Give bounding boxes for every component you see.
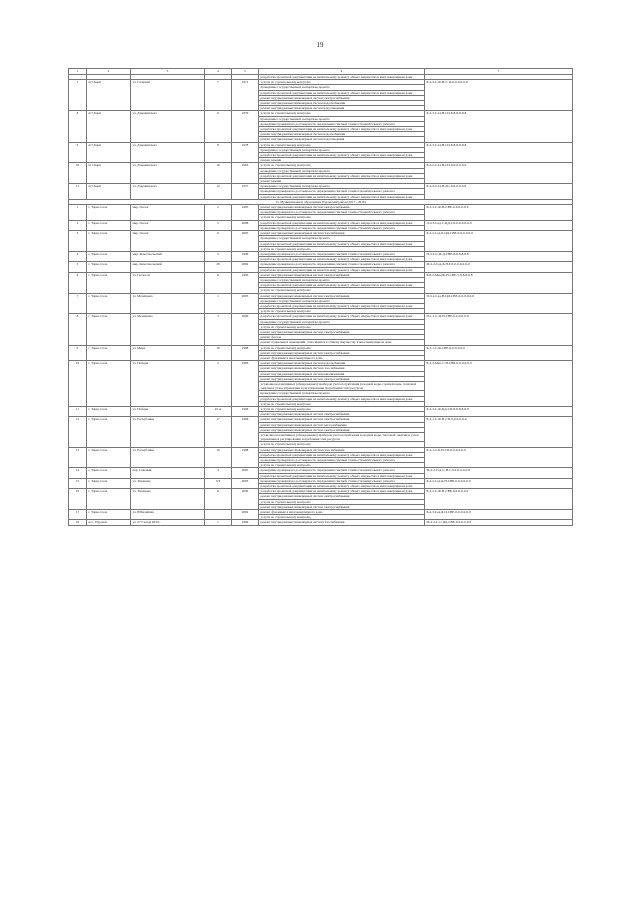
house-number-cell: 6 [205, 231, 232, 252]
work-type-cell: проведение государственной экспертизы проекта [259, 298, 425, 303]
work-type-cell: ремонт внутридомовых инженерных систем газоснабжения [259, 366, 425, 371]
work-type-cell: разработка проектной документации на капитальному ремонту общего имущества в многоквартирном доме [259, 241, 425, 246]
work-type-cell: ремонт внутридомовых инженерных систем газоснабжения [259, 447, 425, 452]
row-number: 11 [69, 407, 87, 417]
work-type-cell: ремонт фасада [259, 335, 425, 340]
row-number: 9 [69, 345, 87, 361]
work-type-cell: ремонт фундамента многоквартирного дома [259, 355, 425, 360]
settlement-cell: г. Тарко-Сале [87, 220, 131, 230]
work-type-cell: ремонт внутридомовых инженерных систем газоснабжения [259, 520, 425, 525]
table-row [69, 293, 573, 298]
house-number-cell [205, 510, 232, 520]
build-year-cell: 2005 [232, 293, 259, 314]
building-code-cell: Б-3-3-С-Ц-Н-СП-8-8-8-8-8-8 [425, 142, 573, 163]
row-number: 5 [69, 262, 87, 272]
work-type-cell: ремонт крыши [259, 158, 425, 163]
work-type-cell: проведение проверки на достоверность определения сметной стоимости капитального ремонта [259, 468, 425, 473]
house-number-cell: 11 [205, 489, 232, 510]
work-type-cell: разработка проектной документации на капитальному ремонту общего имущества в многоквартирном доме [259, 267, 425, 272]
street-cell: мкр. Комсомольский [131, 251, 205, 261]
work-type-cell: услуги по строительному контролю [259, 80, 425, 85]
building-code-cell: Б-3-2-С-Ф-Н-СВБ-0-0-0-0-0-0 [425, 489, 573, 510]
work-type-cell: услуги по строительному контролю [259, 324, 425, 329]
house-number-cell: 28 [205, 262, 232, 272]
work-type-cell: ремонт внутридомовых инженерных систем электроснабжения [259, 504, 425, 509]
work-type-cell: услуги по строительному контролю [259, 463, 425, 468]
row-number: 18 [69, 520, 87, 525]
row-number: 7 [69, 293, 87, 314]
build-year-cell: 1998 [232, 447, 259, 468]
header-cell: 4 [205, 69, 232, 75]
work-type-cell: ремонт внутридомовых инженерных систем водоснабжения [259, 101, 425, 106]
house-number-cell: 18 [205, 345, 232, 361]
building-code-cell: Л-4-3-Сед-С-ЦД-СЛ-0-0-0-0-0-0 [425, 220, 573, 230]
house-number-cell: 1 [205, 293, 232, 314]
row-number: 16 [69, 489, 87, 510]
work-type-cell: услуги по строительному контролю [259, 215, 425, 220]
building-code-cell: Б-8-2-МеоуФ-Н-СВЕ-5-8-8-8-8-8 [425, 272, 573, 293]
row-number: 3 [69, 231, 87, 252]
settlement-cell: г. Тарко-Сале [87, 293, 131, 314]
house-number-cell: 12 [205, 184, 232, 200]
row-number: 13 [69, 447, 87, 468]
work-type-cell: ремонт внутридомовых инженерных систем электроснабжения [259, 417, 425, 422]
work-type-cell: ремонт внутридомовых инженерных систем электроснабжения [259, 412, 425, 417]
work-type-cell: проведение государственной экспертизы проекта [259, 391, 425, 396]
building-code-cell: Б-3-2-Сед-Б-ЦД-СВЕ-0-0-0-0-0-0 [425, 231, 573, 252]
build-year-cell: 1993 [232, 272, 259, 293]
work-type-cell: ремонт фундамента многоквартирного дома [259, 510, 425, 515]
work-type-cell: проведение государственной экспертизы проекта [259, 184, 425, 189]
work-type-cell: ремонт внутридомовых инженерных систем водоснабжения [259, 132, 425, 137]
work-type-cell: ремонт внутридомовых инженерных систем газоснабжения [259, 231, 425, 236]
work-type-cell: проведение проверки на достоверность определения сметной стоимости капитального ремонта [259, 210, 425, 215]
building-code-cell: Б-3-3-Меп-С-Н-СВБ-0-0-0-0-0-0 [425, 361, 573, 407]
street-cell: ул. Победы [131, 407, 205, 417]
house-number-cell: 2 [205, 205, 232, 221]
settlement-cell: г. Тарко-Сале [87, 272, 131, 293]
header-cell: 3 [131, 69, 205, 75]
street-cell: ул. Республики [131, 447, 205, 468]
house-number-cell: 5 [205, 220, 232, 230]
table-row [69, 272, 573, 277]
work-type-cell: разработка проектной документации на капитальному ремонту общего имущества в многоквартирном доме [259, 396, 425, 401]
work-type-cell: ремонт внутридомовых инженерных систем электроснабжения [259, 95, 425, 100]
street-cell: ул. Дзержинского [131, 184, 205, 200]
work-type-cell: разработка проектной документации на капитальному ремонту общего имущества в многоквартирном доме [259, 473, 425, 478]
building-code-cell: Б-4-2-Сед-Б-Н-СВБ-0-0-0-0-0-0 [425, 478, 573, 488]
work-type-cell: ремонт внутридомовых инженерных систем электроснабжения [259, 494, 425, 499]
street-cell: мкр. Геолог [131, 231, 205, 252]
street-cell: ул. Мезенцева [131, 293, 205, 314]
building-code-cell: Б-3-3-С-Ф-ЦД-СП-8-8-8-8-8-8 [425, 407, 573, 417]
street-cell: пер. Cевеный [131, 468, 205, 478]
work-type-cell: проведение государственной экспертизы проекта [259, 319, 425, 324]
work-type-cell: разработка проектной документации на капитальному ремонту общего имущества в многоквартирном доме [259, 283, 425, 288]
street-cell: ул. 27 Съезда КПсС [131, 520, 205, 525]
work-type-cell: проведение государственной экспертизы проекта [259, 168, 425, 173]
table-row [69, 251, 573, 256]
building-code-cell: М-2-2-С-С-ЦД-СВЕ-0-0-0-0-0-0 [425, 520, 573, 525]
row-number: 7 [69, 80, 87, 111]
table-row [69, 205, 573, 210]
work-type-cell: услуги по строительному контролю [259, 401, 425, 406]
work-type-cell: услуги по строительному контролю [259, 515, 425, 520]
row-number: 11 [69, 184, 87, 200]
settlement-cell: пос. Пуровск [87, 520, 131, 525]
settlement-cell: г. Тарко-Сале [87, 510, 131, 520]
work-type-cell: ремонт внутридомовых инженерных систем водоотведения [259, 106, 425, 111]
row-number: 2 [69, 220, 87, 230]
work-type-cell: услуги по строительному контролю [259, 246, 425, 251]
street-cell: ул. Республики [131, 417, 205, 447]
street-cell: ул. Геологов [131, 272, 205, 293]
table-row [69, 184, 573, 189]
work-type-cell: ремонт внутридомовых инженерных систем электроснабжения [259, 329, 425, 334]
building-code-cell: Б-3-3-С-Ф-Н-СВЕ-0-0-0-0-0-0 [425, 205, 573, 221]
house-number-cell: 10 [205, 163, 232, 184]
page-number: 19 [316, 41, 324, 49]
house-number-cell: 3 [205, 314, 232, 345]
street-cell: ул. Мезенцева [131, 314, 205, 345]
build-year-cell: 2003 [232, 478, 259, 488]
work-type-cell: ремонт подвальных помещений, относящихся к общему имуществу в многоквартирном доме [259, 340, 425, 345]
header-cell: 2 [87, 69, 131, 75]
row-number: 6 [69, 272, 87, 293]
house-number-cell: 2 [205, 361, 232, 407]
building-code-cell: Б-3-3-С-Ц-Н-СП-8-8-8-8-8-8 [425, 111, 573, 142]
building-code-cell: Б-3-1-С-Ф-Н-СП-0-0-0-0-0-0 [425, 417, 573, 447]
row-number: 10 [69, 163, 87, 184]
header-cell: 6 [259, 69, 425, 75]
work-type-cell: ремонт внутридомовых инженерных систем канализования [259, 371, 425, 376]
build-year-cell: 2002 [232, 510, 259, 520]
building-code-cell: Б-3-3-С-Ф-Н-С-П-0-0-0-0-0-0 [425, 80, 573, 111]
build-year-cell: 1996 [232, 417, 259, 447]
work-type-cell: проведение проверки на достоверность определения сметной стоимости капитального ремонта [259, 225, 425, 230]
work-type-cell: проведение проверки на достоверность определения сметной стоимости капитального ремонта [259, 262, 425, 267]
build-year-cell: 1979 [232, 111, 259, 142]
building-code-cell: Б-3-1-С-Б-Н-СП-0-0-0-0-0-0 [425, 447, 573, 468]
work-type-cell: разработка проектной документации на капитальному ремонту общего имущества в многоквартирном доме [259, 489, 425, 494]
table-row [69, 262, 573, 267]
street-cell: мкр. Геолог [131, 205, 205, 221]
work-type-cell: проведение государственной экспертизы проекта [259, 147, 425, 152]
settlement-cell: пгт.Хари [87, 80, 131, 111]
street-cell: мкр. Геолог [131, 220, 205, 230]
build-year-cell: 2000 [232, 489, 259, 510]
build-year-cell: 1971 [232, 80, 259, 111]
table-row [69, 314, 573, 319]
street-cell: ул. Дзержинского [131, 111, 205, 142]
street-cell: ул. Юбилейная [131, 510, 205, 520]
street-cell: мкр. Комсомольский [131, 262, 205, 272]
building-code-cell: Б-2-2-С-Ц-Н-СП-0-0-0-0-0-0 [425, 163, 573, 184]
work-type-cell: ремонт внутридомовых инженерных систем электроснабжения [259, 293, 425, 298]
house-number-cell: 1 [205, 520, 232, 525]
house-number-cell: 3/3 [205, 478, 232, 488]
build-year-cell: 2000 [232, 314, 259, 345]
house-number-cell: 11 [205, 272, 232, 293]
work-type-cell: услуги по строительному контролю [259, 163, 425, 168]
table-row [69, 220, 573, 225]
build-year-cell: 1978 [232, 142, 259, 163]
street-cell: ул. Тиханова [131, 489, 205, 510]
row-number: 8 [69, 314, 87, 345]
house-number-cell: 19 [205, 447, 232, 468]
work-type-cell: разработка проектной документации на капитальному ремонту общего имущества в многоквартирном доме [259, 303, 425, 308]
header-cell: 7 [425, 69, 573, 75]
work-type-cell: разработка проектной документации на капитальному ремонту общего имущества в многоквартирном доме [259, 220, 425, 225]
build-year-cell: 1983 [232, 361, 259, 407]
build-year-cell: 2005 [232, 231, 259, 252]
build-year-cell: 1963 [232, 163, 259, 184]
work-type-cell: проведение государственной экспертизы проекта [259, 277, 425, 282]
work-type-cell: разработка проектной документации на капитальному ремонту общего имущества в многоквартирном доме [259, 90, 425, 95]
work-type-cell: установка коллективных (общедомовых) приборов учета потребления холодной воды, горячей воды, тепловой энергии и узлов управления и регулирования потребления этих ресурсов [259, 381, 425, 390]
settlement-cell: г. Тарко-Сале [87, 361, 131, 407]
settlement-cell: г. Тарко-Сале [87, 345, 131, 361]
settlement-cell: г. Тарко-Сале [87, 407, 131, 417]
work-type-cell: разработка проектной документации на капитальному ремонту общего имущества в многоквартирном доме [259, 194, 425, 199]
work-type-cell: услуги по строительному контролю [259, 407, 425, 412]
table-row [69, 489, 573, 494]
work-type-cell: проведение государственной экспертизы проекта [259, 236, 425, 241]
settlement-cell: пгт.Хари [87, 163, 131, 184]
building-code-cell: Б-4-3-Сед-Б-Ц-СВЕ-0-0-0-0-0-0 [425, 510, 573, 520]
row-number: 9 [69, 142, 87, 163]
work-type-cell: ремонт внутридомовых инженерных систем теплоснабжения [259, 422, 425, 427]
street-cell: ул. Победы [131, 361, 205, 407]
settlement-cell: г. Тарко-Сале [87, 262, 131, 272]
settlement-cell: пгт.Хари [87, 142, 131, 163]
housing-repair-table [68, 68, 573, 526]
work-type-cell: ремонт внутридомовых инженерных систем электроснабжения [259, 376, 425, 381]
table-row [69, 417, 573, 422]
row-number: 17 [69, 510, 87, 520]
work-type-cell: проведение проверки на достоверность определения сметной стоимости капитального ремонта [259, 458, 425, 463]
house-number-cell: 17 [205, 417, 232, 447]
work-type-cell: проведение проверки на достоверность определения сметной стоимости капитального ремонта [259, 478, 425, 483]
work-type-cell: установка коллективных (общедомовых) приборов учета потребления холодной воды, тепловой энергии и узлов управления и регулирования потребления этих ресурсов [259, 433, 425, 442]
work-type-cell: разработка проектной документации на капитальному ремонту общего имущества в многоквартирном доме [259, 75, 425, 80]
house-number-cell: 8 [205, 142, 232, 163]
work-type-cell: ремонт внутридомовых инженерных систем электроснабжения [259, 272, 425, 277]
house-number-cell: 22 А [205, 407, 232, 417]
building-code-cell: М-2-2-Сед-С-Н-СЛ-0-0-0-0-0-0 [425, 468, 573, 478]
work-type-cell: проведение проверки на достоверность определения сметной стоимости капитального ремонта [259, 251, 425, 256]
table-row [69, 520, 573, 525]
build-year-cell: 1998 [232, 345, 259, 361]
work-type-cell: услуги по строительному контролю [259, 142, 425, 147]
settlement-cell: г. Тарко-Сале [87, 468, 131, 478]
work-type-cell: разработка проектной документации на капитальному ремонту общего имущества в многоквартирном доме [259, 127, 425, 132]
work-type-cell: услуги по строительному контролю [259, 288, 425, 293]
header-cell: 5 [232, 69, 259, 75]
house-number-cell: 6 [205, 111, 232, 142]
row-number: 14 [69, 468, 87, 478]
table-row [69, 361, 573, 366]
table-row [69, 231, 573, 236]
build-year-cell: 2005 [232, 468, 259, 478]
settlement-cell: пгт.Хари [87, 184, 131, 200]
settlement-cell: г. Тарко-Сале [87, 478, 131, 488]
building-code-cell: М-2-2-Сед-Б-Н-СЛ-0-0-0-0-0-0 [425, 262, 573, 272]
settlement-cell: г. Тарко-Сале [87, 447, 131, 468]
street-cell: ул. Мира [131, 345, 205, 361]
row-number: 10 [69, 361, 87, 407]
settlement-cell: г. Тарко-Сале [87, 231, 131, 252]
house-number-cell: 7 [205, 80, 232, 111]
build-year-cell: 1966 [232, 520, 259, 525]
settlement-cell: г. Тарко-Сале [87, 251, 131, 261]
build-year-cell: 1995 [232, 205, 259, 221]
build-year-cell: 1975 [232, 184, 259, 200]
work-type-cell: разработка проектной документации на капитальному ремонту общего имущества в многоквартирном доме [259, 257, 425, 262]
work-type-cell: услуги по строительному контролю [259, 111, 425, 116]
building-code-cell: П-1-1-С-Ц-Н-СВЕ-0-0-0-0-0-0 [425, 314, 573, 345]
work-type-cell: проведение государственной экспертизы проекта [259, 116, 425, 121]
house-number-cell: 5 [205, 251, 232, 261]
work-type-cell: проведение проверки на достоверность определения сметной стоимости капитального ремонта [259, 189, 425, 194]
work-type-cell: проведение проверки на достоверность определения сметной стоимости капитального ремонта [259, 121, 425, 126]
work-type-cell: разработка проектной документации на капитальному ремонту общего имущества в многоквартирном доме [259, 153, 425, 158]
work-type-cell: разработка проектной документации на капитальному ремонту общего имущества в многоквартирном доме [259, 452, 425, 457]
work-type-cell: ремонт внутридомовых инженерных систем водоотведения [259, 137, 425, 142]
section-title: 15. Муниципальное образование Пуровский район (2017 - 2019) [69, 199, 573, 204]
house-number-cell: 4 [205, 468, 232, 478]
build-year-cell: 1996 [232, 407, 259, 417]
work-type-cell: разработка проектной документации на капитальному ремонту общего имущества в многоквартирном доме [259, 314, 425, 319]
building-code-cell: П-3-2-Сед-Н-ЦД-СВЕ-0-0-0-0-0-0 [425, 293, 573, 314]
table-row [69, 468, 573, 473]
street-cell: ул. Дзержинского [131, 163, 205, 184]
building-code-cell: П-3-2-С-Ф-Д-СВЕ-8-8-8-8-8-8 [425, 251, 573, 261]
street-cell: ул. Гагарина [131, 80, 205, 111]
work-type-cell: разработка проектной документации на капитальному ремонту общего имущества в многоквартирном доме [259, 173, 425, 178]
row-number: 12 [69, 417, 87, 447]
work-type-cell: ремонт внутридомовых инженерных систем электроснабжения [259, 427, 425, 432]
settlement-cell: г. Тарко-Сале [87, 417, 131, 447]
header-cell: 1 [69, 69, 87, 75]
work-type-cell: услуги по строительному контролю [259, 309, 425, 314]
settlement-cell: г. Тарко-Сале [87, 314, 131, 345]
street-cell: ул. Дзержинского [131, 142, 205, 163]
build-year-cell: 1999 [232, 251, 259, 261]
work-type-cell: ремонт крыши [259, 179, 425, 184]
row-number: 4 [69, 251, 87, 261]
work-type-cell: услуги по строительному контролю [259, 442, 425, 447]
work-type-cell: услуги по строительному контролю [259, 345, 425, 350]
settlement-cell: пгт.Хари [87, 111, 131, 142]
work-type-cell: ремонт внутридомовых инженерных систем электроснабжения [259, 350, 425, 355]
work-type-cell: разработка проектной документации на капитальному ремонту общего имущества в многоквартирном доме [259, 484, 425, 489]
building-code-cell: Б-3-4-С-Ц-Н-ДС-0-0-0-0-0-0 [425, 184, 573, 200]
table-row [69, 510, 573, 515]
work-type-cell: проведение государственной экспертизы проекта [259, 85, 425, 90]
settlement-cell: г. Тарко-Сале [87, 205, 131, 221]
row-number: 1 [69, 205, 87, 221]
settlement-cell: г. Тарко-Сале [87, 489, 131, 510]
work-type-cell: услуги по строительному контролю [259, 499, 425, 504]
table-row [69, 478, 573, 483]
street-cell: ул. Тиханова [131, 478, 205, 488]
build-year-cell: 2002 [232, 262, 259, 272]
table-row [69, 447, 573, 452]
row-number: 8 [69, 111, 87, 142]
row-number: 15 [69, 478, 87, 488]
building-code-cell: Б-3-1-С-Ф-СВЕ-0-0-0-0-0-0 [425, 345, 573, 361]
work-type-cell: ремонт внутридомовых инженерных систем электроснабжения [259, 205, 425, 210]
work-type-cell: ремонт внутридомовых инженерных систем водоснабжения [259, 361, 425, 366]
build-year-cell: 2008 [232, 220, 259, 230]
